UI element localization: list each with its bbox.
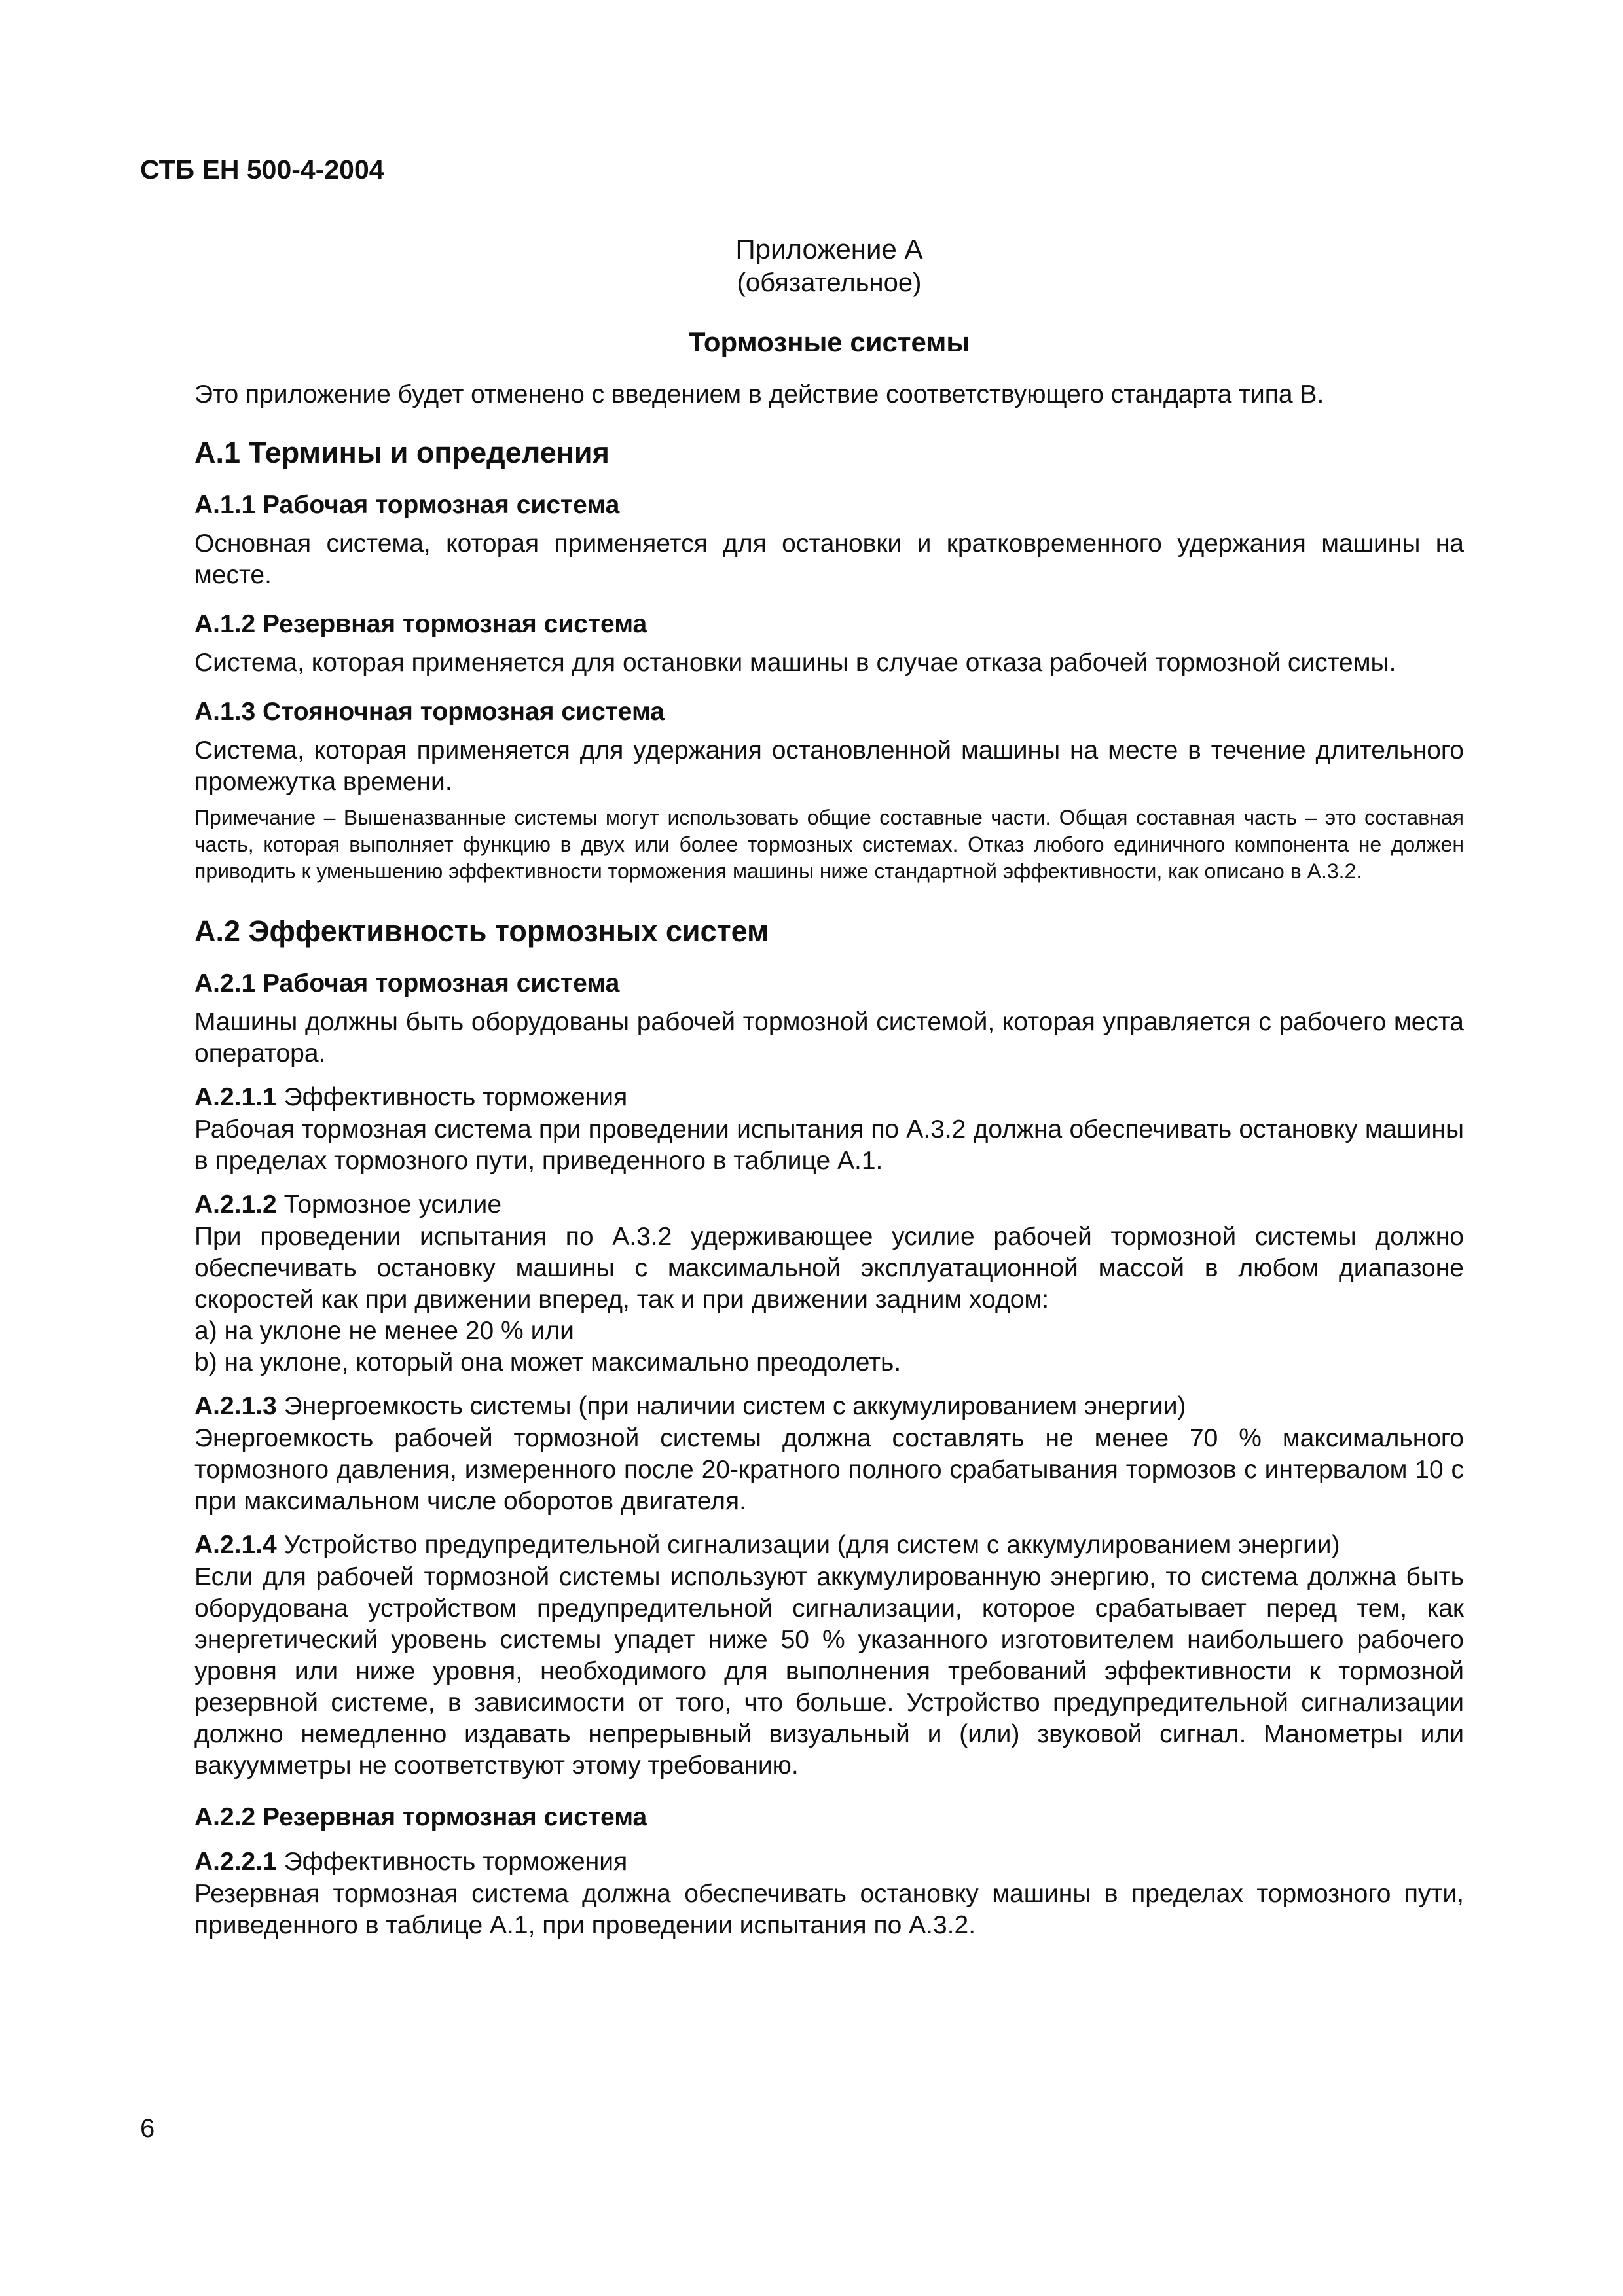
section-number: А.2.1.2 bbox=[194, 1191, 277, 1219]
section-a2-1-3-text: Энергоемкость рабочей тормозной системы должна составлять не менее 70 % максимального тормозного давления, измеренного после 20-кратного полного срабатывания тормозов с интервалом 10 с при максимальном числе оборотов двигателя. bbox=[194, 1424, 1464, 1515]
appendix-title: Приложение А bbox=[735, 234, 923, 264]
page-header: СТБ ЕН 500-4-2004 bbox=[140, 154, 384, 185]
section-a2-1-1-text: Рабочая тормозная система при проведении испытания по А.3.2 должна обеспечивать остановку машины в пределах тормозного пути, приведенного в таблице А.1. bbox=[194, 1115, 1464, 1175]
section-a2-1-text: Машины должны быть оборудованы рабочей тормозной системой, которая управляется с рабочего места оператора. bbox=[194, 1008, 1464, 1067]
section-a1-2-heading: А.1.2 Резервная тормозная система bbox=[194, 610, 647, 638]
section-a2-1-4-heading bbox=[194, 1529, 1464, 1562]
section-a2-1-4-text: Если для рабочей тормозной системы используют аккумулированную энергию, то система должна быть оборудована устройством предупредительной сигнализации, которое срабатывает перед тем, как энергетический уровень системы упадет ниже 50 % указанного изготовителем наибольшего рабочего уровня или ниже уровня, необходимого для выполнения требований эффективности к тормозной резервной системе, в зависимости от того, что больше. Устройство предупредительной сигнализации должно немедленно издавать непрерывный визуальный и (или) звуковой сигнал. Манометры или вакуумметры не соответствуют этому требованию. bbox=[194, 1563, 1464, 1780]
section-number: А.2.2.1 bbox=[194, 1848, 277, 1876]
page-content bbox=[194, 232, 1464, 1941]
section-title: Эффективность торможения bbox=[283, 1848, 628, 1876]
section-a2-1-2-heading bbox=[194, 1189, 1464, 1221]
section-a2-1-2-text: При проведении испытания по А.3.2 удерживающее усилие рабочей тормозной системы должно обеспечивать остановку машины с максимальной эксплуатационной массой в любом диапазоне скоростей как при движении вперед, так и при движении задним ходом: bbox=[194, 1223, 1464, 1314]
section-a1-heading: А.1 Термины и определения bbox=[194, 436, 610, 469]
section-number: А.2.1.1 bbox=[194, 1083, 277, 1111]
section-title: Энергоемкость системы (при наличии систем с аккумулированием энергии) bbox=[283, 1392, 1186, 1420]
list-item-b: b) на уклоне, который она может максимально преодолеть. bbox=[194, 1348, 902, 1376]
section-title: Устройство предупредительной сигнализации (для систем с аккумулированием энергии) bbox=[283, 1531, 1340, 1559]
section-a2-1-3-heading bbox=[194, 1390, 1464, 1423]
note-paragraph: Примечание – Вышеназванные системы могут использовать общие составные части. Общая составная часть – это составная часть, которая выполняет функцию в двух или более тормозных системах. Отказ любого единичного компонента не должен приводить к уменьшению эффективности торможения машины ниже стандартной эффективности, как описано в А.3.2. bbox=[194, 806, 1464, 883]
section-title: Тормозное усилие bbox=[283, 1191, 502, 1219]
section-a2-1-heading: А.2.1 Рабочая тормозная система bbox=[194, 969, 620, 997]
intro-paragraph: Это приложение будет отменено с введением в действие соответствующего стандарта типа В. bbox=[194, 380, 1324, 408]
section-title: Эффективность торможения bbox=[283, 1083, 628, 1111]
section-a1-3-text: Система, которая применяется для удержания остановленной машины на месте в течение длительного промежутка времени. bbox=[194, 736, 1464, 796]
section-a1-3-heading: А.1.3 Стояночная тормозная система bbox=[194, 698, 665, 726]
section-a1-1-heading: А.1.1 Рабочая тормозная система bbox=[194, 491, 620, 519]
section-a1-1-text: Основная система, которая применяется для остановки и кратковременного удержания машины на месте. bbox=[194, 529, 1464, 589]
section-a2-1-1-heading bbox=[194, 1081, 1464, 1114]
section-a2-heading: А.2 Эффективность тормозных систем bbox=[194, 914, 769, 948]
page-number: 6 bbox=[140, 2114, 155, 2143]
section-a2-2-1-heading bbox=[194, 1846, 1464, 1878]
appendix-subject: Тормозные системы bbox=[688, 327, 970, 357]
section-number: А.2.1.4 bbox=[194, 1531, 277, 1559]
section-a1-2-text: Система, которая применяется для остановки машины в случае отказа рабочей тормозной системы. bbox=[194, 649, 1396, 677]
section-a2-2-1-text: Резервная тормозная система должна обеспечивать остановку машины в пределах тормозного пути, приведенного в таблице А.1, при проведении испытания по А.3.2. bbox=[194, 1880, 1464, 1939]
section-a2-2-heading: А.2.2 Резервная тормозная система bbox=[194, 1803, 647, 1831]
list-item-a: a) на уклоне не менее 20 % или bbox=[194, 1317, 574, 1345]
section-number: А.2.1.3 bbox=[194, 1392, 277, 1420]
appendix-type: (обязательное) bbox=[737, 268, 922, 297]
